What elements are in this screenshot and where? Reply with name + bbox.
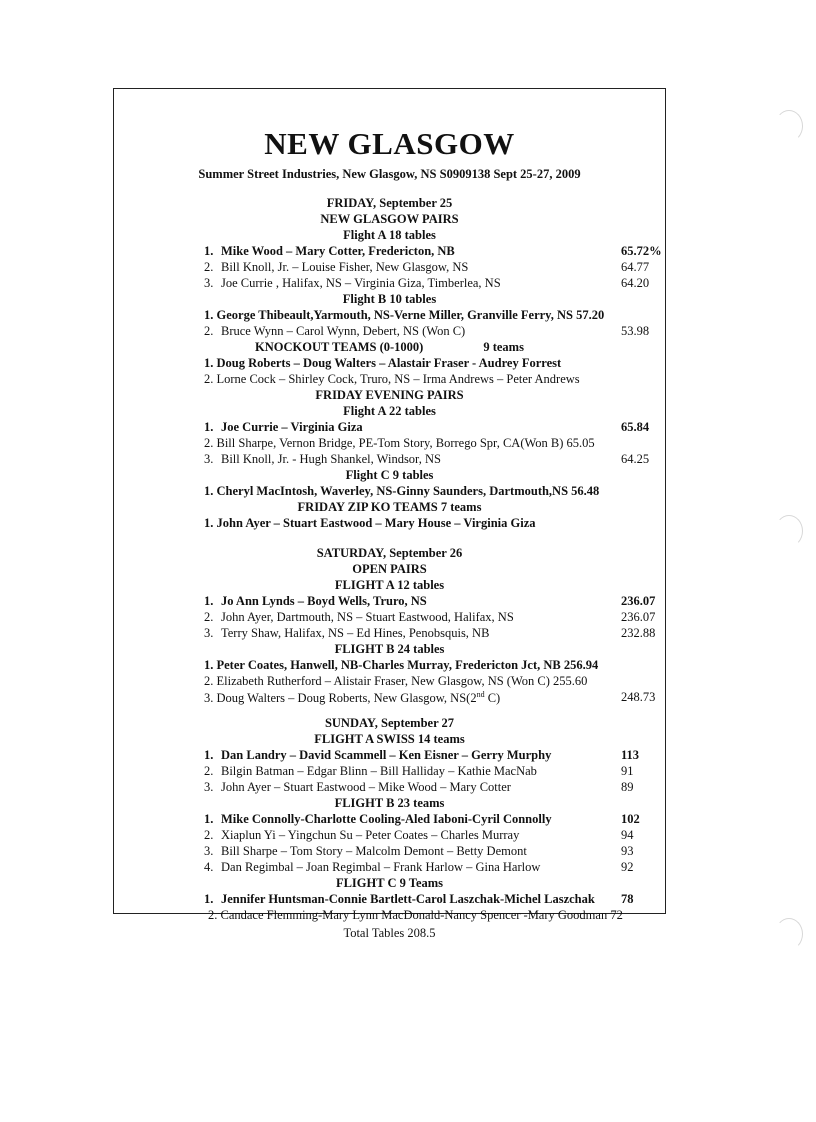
result-row: 1. Jo Ann Lynds – Boyd Wells, Truro, NS 236.07 xyxy=(204,594,656,608)
binder-hole xyxy=(775,110,803,142)
result-row: 1. George Thibeault,Yarmouth, NS-Verne Miller, Granville Ferry, NS 57.20 xyxy=(204,308,605,322)
binder-hole xyxy=(775,515,803,547)
saturday-flight-b-heading: FLIGHT B 24 tables xyxy=(334,642,445,656)
friday-evening-heading: FRIDAY EVENING PAIRS xyxy=(315,388,464,402)
saturday-flight-a-heading: FLIGHT A 12 tables xyxy=(334,578,445,592)
result-row: 1. Mike Wood – Mary Cotter, Fredericton, NB 65.72% xyxy=(204,244,662,258)
result-row: 2. John Ayer, Dartmouth, NS – Stuart Eastwood, Halifax, NS 236.07 xyxy=(204,610,656,624)
result-row: 1. Peter Coates, Hanwell, NB-Charles Murray, Fredericton Jct, NB 256.94 xyxy=(204,658,599,672)
result-row: 3. Bill Sharpe – Tom Story – Malcolm Demont – Betty Demont 93 xyxy=(204,844,634,858)
result-row: 1. Jennifer Huntsman-Connie Bartlett-Carol Laszchak-Michel Laszchak 78 xyxy=(204,892,634,906)
result-row: 1. Mike Connolly-Charlotte Cooling-Aled Iaboni-Cyril Connolly 102 xyxy=(204,812,640,826)
result-row: 2. Bruce Wynn – Carol Wynn, Debert, NS (Won C) 53.98 xyxy=(204,324,650,338)
result-row: 3. John Ayer – Stuart Eastwood – Mike Wood – Mary Cotter 89 xyxy=(204,780,634,794)
binder-hole xyxy=(775,918,803,950)
sunday-date-heading: SUNDAY, September 27 xyxy=(324,716,455,730)
result-row: 3. Doug Walters – Doug Roberts, New Glasgow, NS(2nd C) 248.73 xyxy=(204,690,656,706)
sunday-flight-a-heading: FLIGHT A SWISS 14 teams xyxy=(314,732,465,746)
saturday-date-heading: SATURDAY, September 26 xyxy=(316,546,463,560)
tournament-subtitle: Summer Street Industries, New Glasgow, NS S0909138 Sept 25-27, 2009 xyxy=(198,167,581,181)
result-row: 3. Terry Shaw, Halifax, NS – Ed Hines, Penobsquis, NB 232.88 xyxy=(204,626,656,640)
sunday-flight-c-heading: FLIGHT C 9 Teams xyxy=(335,876,444,890)
result-row: 2. Lorne Cock – Shirley Cock, Truro, NS – Irma Andrews – Peter Andrews xyxy=(204,372,580,386)
page-title: NEW GLASGOW xyxy=(264,126,515,161)
result-row: 2. Bilgin Batman – Edgar Blinn – Bill Halliday – Kathie MacNab 91 xyxy=(204,764,634,778)
open-pairs-heading: OPEN PAIRS xyxy=(352,562,427,576)
result-row: 3. Bill Knoll, Jr. - Hugh Shankel, Windsor, NS 64.25 xyxy=(204,452,650,466)
result-row: 2. Candace Flemming-Mary Lynn MacDonald-Nancy Spencer -Mary Goodman 72 xyxy=(208,908,623,922)
evening-flight-c-heading: Flight C 9 tables xyxy=(345,468,434,482)
friday-date-heading: FRIDAY, September 25 xyxy=(326,196,453,210)
friday-flight-b-heading: Flight B 10 tables xyxy=(342,292,437,306)
result-row: 2. Bill Knoll, Jr. – Louise Fisher, New Glasgow, NS 64.77 xyxy=(204,260,650,274)
zip-ko-heading: FRIDAY ZIP KO TEAMS 7 teams xyxy=(297,500,482,514)
sunday-flight-b-heading: FLIGHT B 23 teams xyxy=(334,796,445,810)
total-tables: Total Tables 208.5 xyxy=(343,926,436,940)
knockout-heading: KNOCKOUT TEAMS (0-1000) 9 teams xyxy=(255,340,524,354)
result-row: 2. Bill Sharpe, Vernon Bridge, PE-Tom Story, Borrego Spr, CA(Won B) 65.05 xyxy=(204,436,595,450)
result-row: 4. Dan Regimbal – Joan Regimbal – Frank Harlow – Gina Harlow 92 xyxy=(204,860,634,874)
result-row: 2. Xiaplun Yi – Yingchun Su – Peter Coates – Charles Murray 94 xyxy=(204,828,634,842)
result-row: 1. John Ayer – Stuart Eastwood – Mary House – Virginia Giza xyxy=(204,516,536,530)
friday-pairs-heading: NEW GLASGOW PAIRS xyxy=(320,212,459,226)
result-row: 3. Joe Currie , Halifax, NS – Virginia Giza, Timberlea, NS 64.20 xyxy=(204,276,650,290)
result-row: 1. Cheryl MacIntosh, Waverley, NS-Ginny Saunders, Dartmouth,NS 56.48 xyxy=(204,484,600,498)
result-row: 1. Doug Roberts – Doug Walters – Alastair Fraser - Audrey Forrest xyxy=(204,356,562,370)
friday-flight-a-heading: Flight A 18 tables xyxy=(343,228,436,242)
result-row: 1. Dan Landry – David Scammell – Ken Eisner – Gerry Murphy 113 xyxy=(204,748,640,762)
result-row: 2. Elizabeth Rutherford – Alistair Fraser, New Glasgow, NS (Won C) 255.60 xyxy=(204,674,588,688)
evening-flight-a-heading: Flight A 22 tables xyxy=(343,404,436,418)
result-row: 1. Joe Currie – Virginia Giza 65.84 xyxy=(204,420,650,434)
